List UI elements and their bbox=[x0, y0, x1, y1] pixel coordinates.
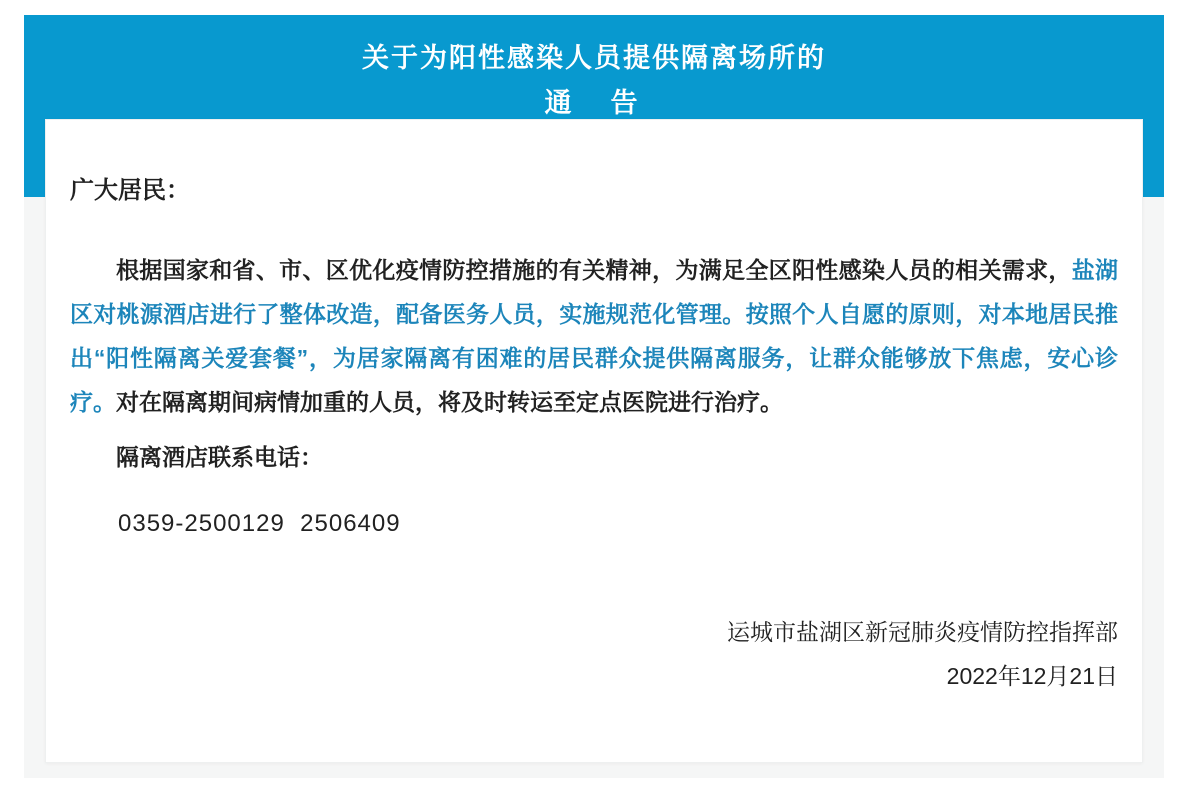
paragraph-segment-black-2: 对在隔离期间病情加重的人员，将及时转运至定点医院进行治疗。 bbox=[116, 389, 783, 415]
notice-backdrop bbox=[24, 15, 1164, 778]
notice-title-line1: 关于为阳性感染人员提供隔离场所的 bbox=[362, 43, 826, 73]
notice-title-block bbox=[24, 15, 1164, 119]
notice-paragraph bbox=[70, 248, 1118, 424]
salutation: 广大居民： bbox=[70, 177, 190, 204]
paragraph-segment-blue: 盐湖区对桃源酒店进行了整体改造，配备医务人员，实施规范化管理。按照个人自愿的原则，对本地居民推出“阳性隔离关爱套餐”，为居家隔离有困难的居民群众提供隔离服务，让群众能够放下焦虑，安心诊疗。 bbox=[70, 257, 1119, 415]
issuer-signature: 运城市盐湖区新冠肺炎疫情防控指挥部 bbox=[727, 619, 1118, 645]
notice-title-line2: 通 告 bbox=[544, 88, 644, 118]
issue-date: 2022年12月21日 bbox=[946, 663, 1118, 689]
hotline-numbers: 0359-2500129 2506409 bbox=[118, 510, 401, 537]
paragraph-segment-black-1: 根据国家和省、市、区优化疫情防控措施的有关精神，为满足全区阳性感染人员的相关需求， bbox=[116, 257, 1072, 283]
hotline-label: 隔离酒店联系电话： bbox=[116, 444, 323, 470]
notice-body-card bbox=[45, 119, 1143, 763]
